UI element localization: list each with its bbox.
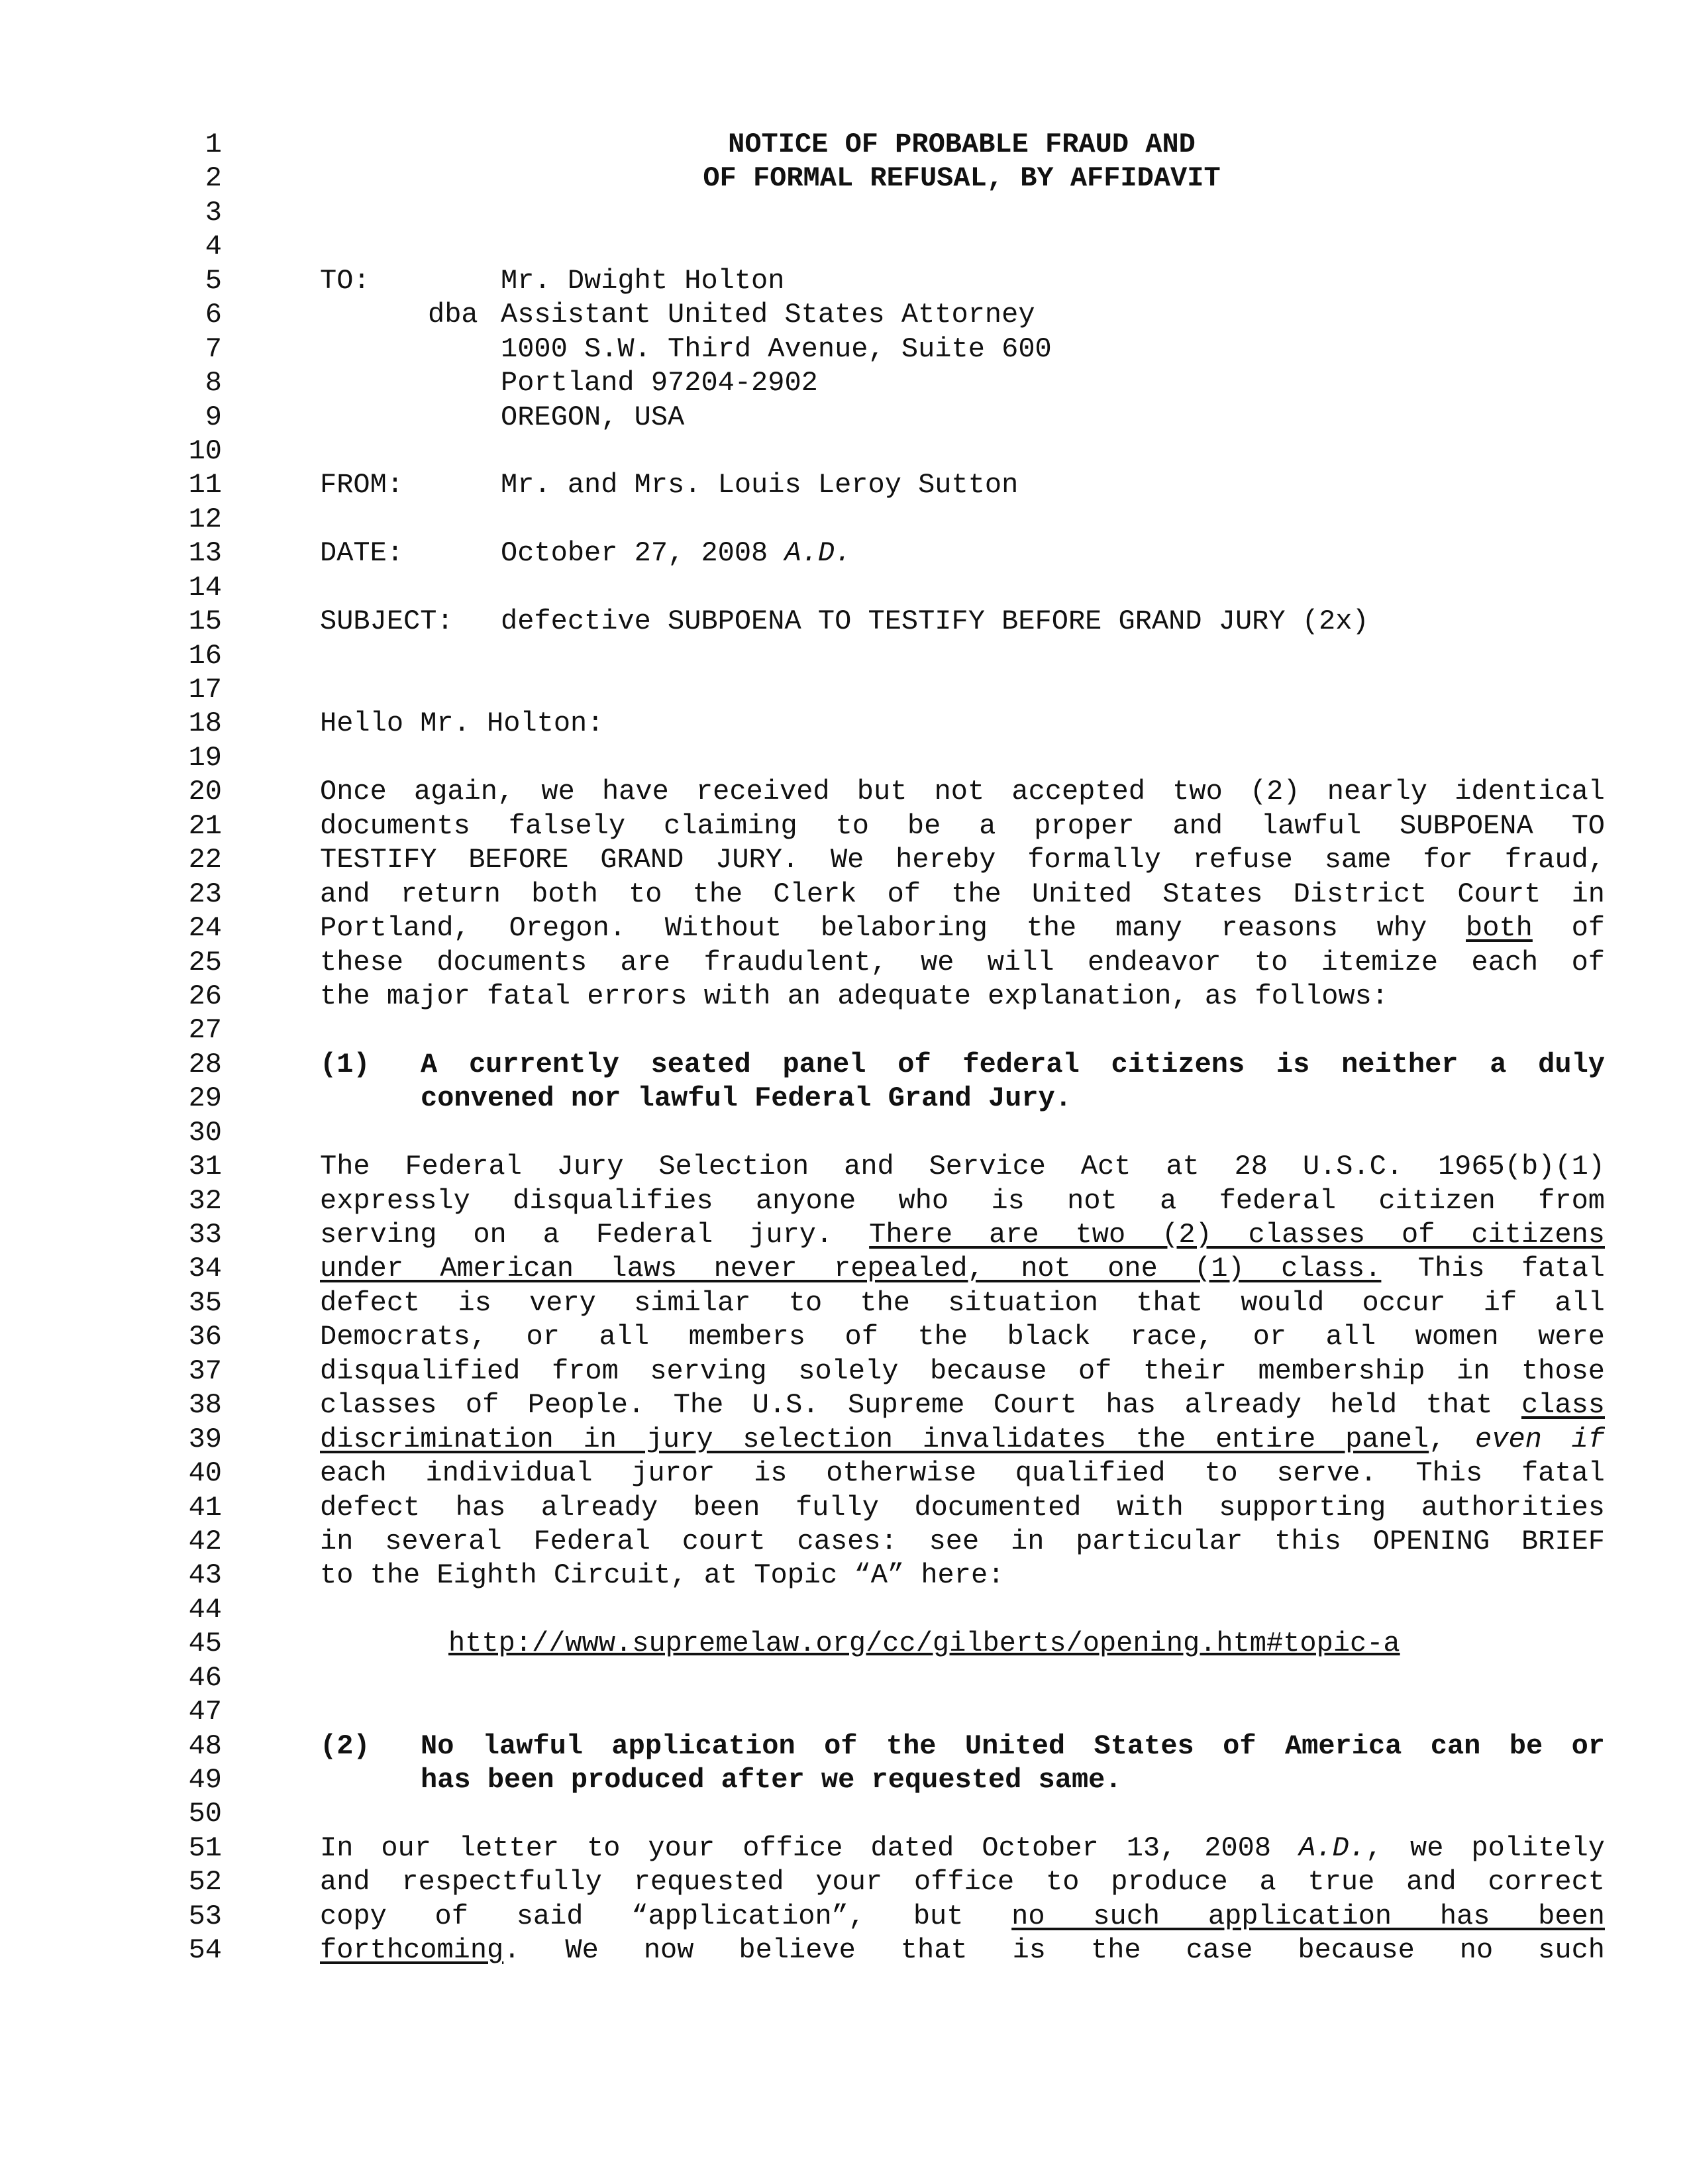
text-run: 1000 S.W. Third Avenue, Suite 600 — [501, 333, 1052, 365]
body-text-line — [320, 775, 1605, 809]
line-number: 26 — [188, 980, 222, 1012]
field-value — [501, 537, 851, 570]
numbered-line — [0, 1627, 1689, 1661]
numbered-line — [0, 775, 1689, 809]
numbered-line — [0, 366, 1689, 400]
text-run: Democrats, or all members of the black race, or all women were — [320, 1321, 1605, 1353]
numbered-line — [0, 946, 1689, 980]
text-run: , — [1429, 1423, 1476, 1455]
line-number: 19 — [188, 741, 222, 774]
body-text-line — [320, 1355, 1605, 1388]
text-run: NOTICE OF PROBABLE FRAUD AND — [728, 129, 1196, 160]
line-number: 10 — [188, 435, 222, 467]
text-run: defect has already been fully documented with supporting authorities — [320, 1491, 1605, 1524]
text-run: expressly disqualifies anyone who is not a federal citizen from — [320, 1184, 1605, 1217]
text-run: defective SUBPOENA TO TESTIFY BEFORE GRAND JURY (2x) — [501, 605, 1369, 638]
numbered-line — [0, 673, 1689, 707]
field-label: SUBJECT: — [320, 605, 454, 638]
text-run: in several Federal court cases: see in particular this OPENING BRIEF — [320, 1525, 1605, 1557]
line-number: 12 — [188, 503, 222, 535]
body-text-line — [320, 1900, 1605, 1934]
text-run: In our letter to your office dated October 13, 2008 — [320, 1832, 1300, 1864]
underlined-text: discrimination in jury selection invalidates the entire panel — [320, 1423, 1429, 1455]
numbered-line — [0, 1218, 1689, 1252]
numbered-line — [0, 1695, 1689, 1729]
numbered-line — [0, 639, 1689, 673]
body-text-line — [320, 1388, 1605, 1422]
numbered-line — [0, 1593, 1689, 1627]
line-number: 23 — [188, 878, 222, 910]
numbered-line — [0, 1865, 1689, 1899]
field-value — [501, 468, 1018, 502]
numbered-line — [0, 605, 1689, 639]
line-number: 29 — [188, 1082, 222, 1115]
numbered-line — [0, 503, 1689, 537]
body-text-line — [320, 1832, 1605, 1865]
reference-link[interactable] — [448, 1627, 1400, 1661]
document-page — [0, 128, 1689, 1968]
numbered-line — [0, 1763, 1689, 1797]
body-text-line — [320, 1320, 1605, 1354]
numbered-line — [0, 1014, 1689, 1047]
text-run: and return both to the Clerk of the United States District Court in — [320, 878, 1605, 910]
text-run: No lawful application of the United States of America can be or — [421, 1730, 1605, 1762]
line-number: 7 — [205, 333, 222, 365]
line-number: 24 — [188, 912, 222, 945]
line-number: 21 — [188, 809, 222, 842]
text-run: Assistant United States Attorney — [501, 299, 1035, 331]
field-label: DATE: — [320, 537, 404, 570]
field-label: TO: — [320, 264, 370, 297]
numbered-line — [0, 1423, 1689, 1457]
underlined-text: both — [1466, 912, 1533, 945]
text-run: This fatal — [1381, 1253, 1605, 1285]
body-text-line — [320, 1252, 1605, 1286]
text-run: and respectfully requested your office to produce a true and correct — [320, 1866, 1605, 1898]
line-number: 40 — [188, 1457, 222, 1490]
text-run: Mr. Dwight Holton — [501, 264, 785, 297]
body-text-line — [320, 980, 1605, 1014]
dba-label: dba — [428, 299, 478, 331]
numbered-line — [0, 435, 1689, 468]
numbered-line — [0, 1832, 1689, 1865]
numbered-line — [0, 1934, 1689, 1967]
text-run: http://www.supremelaw.org/cc/gilberts/opening.htm#topic-a — [448, 1628, 1400, 1660]
text-run: TESTIFY BEFORE GRAND JURY. We hereby formally refuse same for fraud, — [320, 844, 1605, 876]
numbered-line — [0, 1320, 1689, 1354]
body-text-line — [320, 1934, 1605, 1967]
body-text-line — [320, 809, 1605, 843]
section-heading — [421, 1082, 1605, 1116]
line-number: 53 — [188, 1900, 222, 1932]
line-number: 2 — [205, 162, 222, 195]
line-number: 31 — [188, 1151, 222, 1183]
numbered-line — [0, 911, 1689, 945]
body-text-line — [320, 1525, 1605, 1559]
line-number: 35 — [188, 1286, 222, 1319]
line-number: 43 — [188, 1559, 222, 1592]
numbered-line — [0, 878, 1689, 911]
numbered-line — [0, 468, 1689, 502]
line-number: 30 — [188, 1116, 222, 1149]
numbered-line — [0, 1900, 1689, 1934]
numbered-line — [0, 196, 1689, 230]
line-number: 49 — [188, 1764, 222, 1796]
line-number: 32 — [188, 1184, 222, 1217]
section-heading — [421, 1048, 1605, 1082]
body-text-line — [320, 1218, 1605, 1252]
text-run: defect is very similar to the situation that would occur if all — [320, 1286, 1605, 1319]
numbered-line — [0, 1252, 1689, 1286]
line-number: 36 — [188, 1321, 222, 1353]
recipient-title — [501, 298, 1035, 332]
numbered-line — [0, 571, 1689, 605]
line-number: 8 — [205, 367, 222, 399]
text-run: disqualified from serving solely because of their membership in those — [320, 1355, 1605, 1387]
numbered-line — [0, 980, 1689, 1014]
line-number: 27 — [188, 1014, 222, 1047]
numbered-line — [0, 741, 1689, 775]
body-text-line — [320, 946, 1605, 980]
numbered-line — [0, 537, 1689, 570]
line-number: 50 — [188, 1798, 222, 1830]
line-number: 47 — [188, 1696, 222, 1728]
underlined-text: There are two (2) classes of citizens — [869, 1219, 1605, 1251]
numbered-line — [0, 333, 1689, 366]
numbered-line — [0, 1184, 1689, 1218]
line-number: 4 — [205, 231, 222, 263]
body-text-line — [320, 843, 1605, 877]
text-run: October 27, 2008 — [501, 537, 785, 570]
italic-text: even if — [1475, 1423, 1605, 1455]
numbered-line — [0, 1082, 1689, 1116]
numbered-line — [0, 1048, 1689, 1082]
line-number: 44 — [188, 1593, 222, 1626]
numbered-line — [0, 401, 1689, 435]
text-run: convened nor lawful Federal Grand Jury. — [421, 1082, 1072, 1115]
line-number: 37 — [188, 1355, 222, 1387]
line-number: 3 — [205, 196, 222, 229]
text-run: these documents are fraudulent, we will endeavor to itemize each of — [320, 946, 1605, 978]
field-value — [501, 264, 784, 298]
section-number: (1) — [320, 1048, 370, 1080]
body-text-line — [320, 878, 1605, 911]
text-run: copy of said “application”, but — [320, 1900, 1012, 1932]
underlined-text: class — [1521, 1389, 1605, 1422]
text-run: Hello Mr. Holton: — [320, 707, 604, 740]
numbered-line — [0, 162, 1689, 195]
line-number: 52 — [188, 1866, 222, 1898]
text-run: each individual juror is otherwise qualified to serve. This fatal — [320, 1457, 1605, 1490]
numbered-line — [0, 264, 1689, 298]
line-number: 17 — [188, 674, 222, 705]
address-line — [501, 401, 684, 435]
numbered-line — [0, 1355, 1689, 1388]
numbered-line — [0, 1150, 1689, 1184]
line-number: 16 — [188, 639, 222, 672]
line-number: 5 — [205, 264, 222, 297]
line-number: 42 — [188, 1525, 222, 1557]
text-run: Portland, Oregon. Without belaboring the many reasons why — [320, 912, 1466, 945]
text-run: . We now believe that is the case because no such — [503, 1934, 1605, 1967]
text-run: A currently seated panel of federal citizens is neither a duly — [421, 1048, 1605, 1080]
numbered-line — [0, 1525, 1689, 1559]
line-number: 41 — [188, 1491, 222, 1524]
section-number: (2) — [320, 1730, 370, 1762]
line-number: 54 — [188, 1934, 222, 1967]
body-text-line — [320, 911, 1605, 945]
numbered-line — [0, 1797, 1689, 1831]
text-run: Mr. and Mrs. Louis Leroy Sutton — [501, 469, 1019, 501]
line-number: 11 — [188, 469, 222, 501]
text-run: serving on a Federal jury. — [320, 1219, 870, 1251]
line-number: 15 — [188, 605, 222, 638]
numbered-line — [0, 843, 1689, 877]
numbered-line — [0, 1661, 1689, 1695]
italic-text: A.D. — [1299, 1832, 1366, 1864]
numbered-line — [0, 1388, 1689, 1422]
line-number: 22 — [188, 844, 222, 876]
line-number: 1 — [205, 129, 222, 160]
numbered-line — [0, 298, 1689, 332]
line-number: 18 — [188, 707, 222, 740]
numbered-line — [0, 230, 1689, 264]
text-run: , we politely — [1365, 1832, 1605, 1864]
body-text-line — [320, 1457, 1605, 1490]
line-number: 6 — [205, 299, 222, 331]
numbered-line — [0, 809, 1689, 843]
line-number: 9 — [205, 401, 222, 433]
numbered-line — [0, 1559, 1689, 1592]
line-number: 39 — [188, 1423, 222, 1455]
line-number: 46 — [188, 1661, 222, 1694]
numbered-line — [0, 1457, 1689, 1490]
text-run: OREGON, USA — [501, 401, 685, 433]
address-line — [501, 333, 1052, 366]
line-number: 25 — [188, 946, 222, 978]
text-run: of — [1532, 912, 1605, 945]
field-label: FROM: — [320, 469, 404, 501]
address-line — [501, 366, 818, 400]
line-number: 33 — [188, 1219, 222, 1251]
field-value — [501, 605, 1369, 639]
line-number: 13 — [188, 537, 222, 570]
line-number: 51 — [188, 1832, 222, 1864]
line-number: 28 — [188, 1048, 222, 1080]
text-run: documents falsely claiming to be a proper and lawful SUBPOENA TO — [320, 809, 1605, 842]
body-text-line — [320, 1423, 1605, 1457]
text-run: OF FORMAL REFUSAL, BY AFFIDAVIT — [703, 162, 1221, 195]
text-run: the major fatal errors with an adequate explanation, as follows: — [320, 980, 1389, 1012]
body-text-line — [320, 707, 1605, 741]
numbered-line — [0, 1286, 1689, 1320]
section-heading — [421, 1730, 1605, 1763]
line-number: 34 — [188, 1253, 222, 1285]
underlined-text: under American laws never repealed, not one (1) class. — [320, 1253, 1382, 1285]
text-run: Once again, we have received but not accepted two (2) nearly identical — [320, 776, 1605, 808]
body-text-line — [320, 1286, 1605, 1320]
line-number: 38 — [188, 1389, 222, 1422]
line-number: 48 — [188, 1730, 222, 1762]
body-text-line — [320, 1184, 1605, 1218]
text-run: classes of People. The U.S. Supreme Court has already held that — [320, 1389, 1521, 1422]
text-run: Portland 97204-2902 — [501, 367, 818, 399]
numbered-line — [0, 1730, 1689, 1763]
numbered-line — [0, 1116, 1689, 1150]
document-title-line — [371, 162, 1553, 195]
numbered-line — [0, 707, 1689, 741]
body-text-line — [320, 1865, 1605, 1899]
document-title-line — [371, 128, 1553, 162]
text-run: The Federal Jury Selection and Service Act at 28 U.S.C. 1965(b)(1) — [320, 1151, 1605, 1183]
body-text-line — [320, 1559, 1605, 1592]
text-run: has been produced after we requested same. — [421, 1764, 1122, 1796]
body-text-line — [320, 1491, 1605, 1525]
line-number: 20 — [188, 776, 222, 808]
italic-text: A.D. — [784, 537, 852, 570]
underlined-text: no such application has been — [1011, 1900, 1605, 1932]
line-number: 14 — [188, 571, 222, 603]
text-run: to the Eighth Circuit, at Topic “A” here: — [320, 1559, 1005, 1592]
section-heading — [421, 1763, 1605, 1797]
numbered-line — [0, 128, 1689, 162]
body-text-line — [320, 1150, 1605, 1184]
numbered-line — [0, 1491, 1689, 1525]
line-number: 45 — [188, 1628, 222, 1660]
underlined-text: forthcoming — [320, 1934, 504, 1967]
